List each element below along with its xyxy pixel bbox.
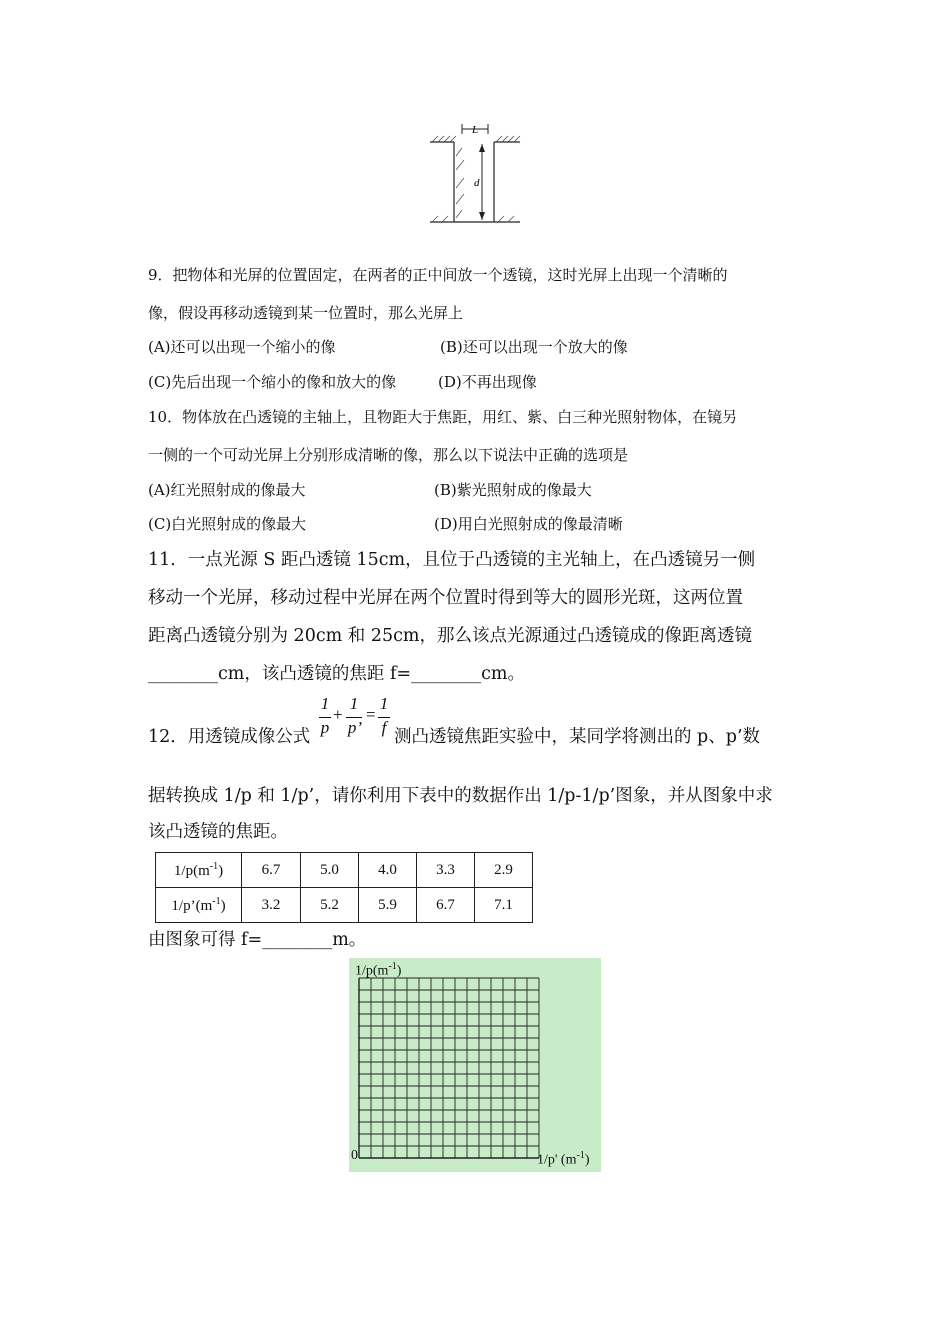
table-cell: 5.0 [301, 853, 359, 888]
graph-panel [349, 958, 601, 1172]
q11-line3: 距离凸透镜分别为 20cm 和 25cm，那么该点光源通过凸透镜成的像距离透镜 [148, 626, 753, 646]
formula-num1: 1 [320, 694, 330, 713]
formula-den2: p’ [347, 718, 363, 737]
q9-option-a: (A)还可以出现一个缩小的像 [148, 338, 336, 356]
x-axis-label: 1/p' $(m^{-1})$ [537, 1150, 590, 1168]
q11-line4: ________cm，该凸透镜的焦距 f=________cm。 [148, 664, 525, 684]
q9-option-c: (C)先后出现一个缩小的像和放大的像 [148, 373, 397, 391]
formula-plus: + [333, 705, 343, 724]
q10-option-b: (B)紫光照射成的像最大 [434, 481, 592, 499]
table-cell: 5.9 [359, 888, 417, 923]
formula-num3: 1 [379, 694, 389, 713]
q12-suffix: 测凸透镜焦距实验中，某同学将测出的 p、p’数 [394, 727, 761, 747]
formula-num2: 1 [349, 694, 359, 713]
table-cell: 6.7 [242, 853, 301, 888]
table-row [156, 853, 533, 888]
q9-line2: 像，假设再移动透镜到某一位置时，那么光屏上 [148, 304, 464, 322]
table-cell: 7.1 [475, 888, 533, 923]
table-header-cell: $1/p’(m^{-1})$ [156, 888, 242, 923]
table-row [156, 888, 533, 923]
q11-line1: 11．一点光源 S 距凸透镜 15cm，且位于凸透镜的主光轴上，在凸透镜另一侧 [148, 550, 756, 570]
q10-option-a: (A)红光照射成的像最大 [148, 481, 306, 499]
q12-line2: 据转换成 1/p 和 1/p’，请你利用下表中的数据作出 1/p-1/p’图象，并从图象中求 [148, 786, 773, 806]
table-cell: 4.0 [359, 853, 417, 888]
table-cell: 3.2 [242, 888, 301, 923]
q10-option-d: (D)用白光照射成的像最清晰 [434, 515, 623, 533]
table-cell: 6.7 [417, 888, 475, 923]
lens-formula [318, 694, 394, 746]
q9-option-d: (D)不再出现像 [438, 373, 537, 391]
q12-line3: 该凸透镜的焦距。 [148, 822, 288, 842]
formula-equals: = [366, 705, 376, 724]
q10-line1: 10．物体放在凸透镜的主轴上，且物距大于焦距，用红、紫、白三种光照射物体，在镜另 [148, 408, 738, 426]
q11-line2: 移动一个光屏，移动过程中光屏在两个位置时得到等大的圆形光斑，这两位置 [148, 588, 743, 608]
data-table [155, 852, 533, 923]
formula-den3: f [381, 718, 387, 737]
table-cell: 2.9 [475, 853, 533, 888]
table-cell: 3.3 [417, 853, 475, 888]
table-header-cell: $1/p(m^{-1})$ [156, 853, 242, 888]
q10-line2: 一侧的一个可动光屏上分别形成清晰的像，那么以下说法中正确的选项是 [148, 446, 629, 464]
slit-diagram [428, 120, 524, 228]
origin-label: 0 [351, 1148, 358, 1163]
graph-grid [349, 958, 601, 1172]
q10-option-c: (C)白光照射成的像最大 [148, 515, 307, 533]
label-d: d [474, 177, 480, 189]
formula-den1: p [320, 718, 330, 737]
q9-line1: 9．把物体和光屏的位置固定，在两者的正中间放一个透镜，这时光屏上出现一个清晰的 [148, 266, 728, 284]
y-axis-label: $1/p(m^{-1})$ [355, 961, 402, 979]
q12-prefix: 12．用透镜成像公式 [148, 727, 311, 747]
table-cell: 5.2 [301, 888, 359, 923]
slit-figure [428, 120, 524, 228]
q12-answer: 由图象可得 f=________m。 [148, 930, 367, 950]
label-L: L [472, 124, 479, 136]
q9-option-b: (B)还可以出现一个放大的像 [440, 338, 628, 356]
